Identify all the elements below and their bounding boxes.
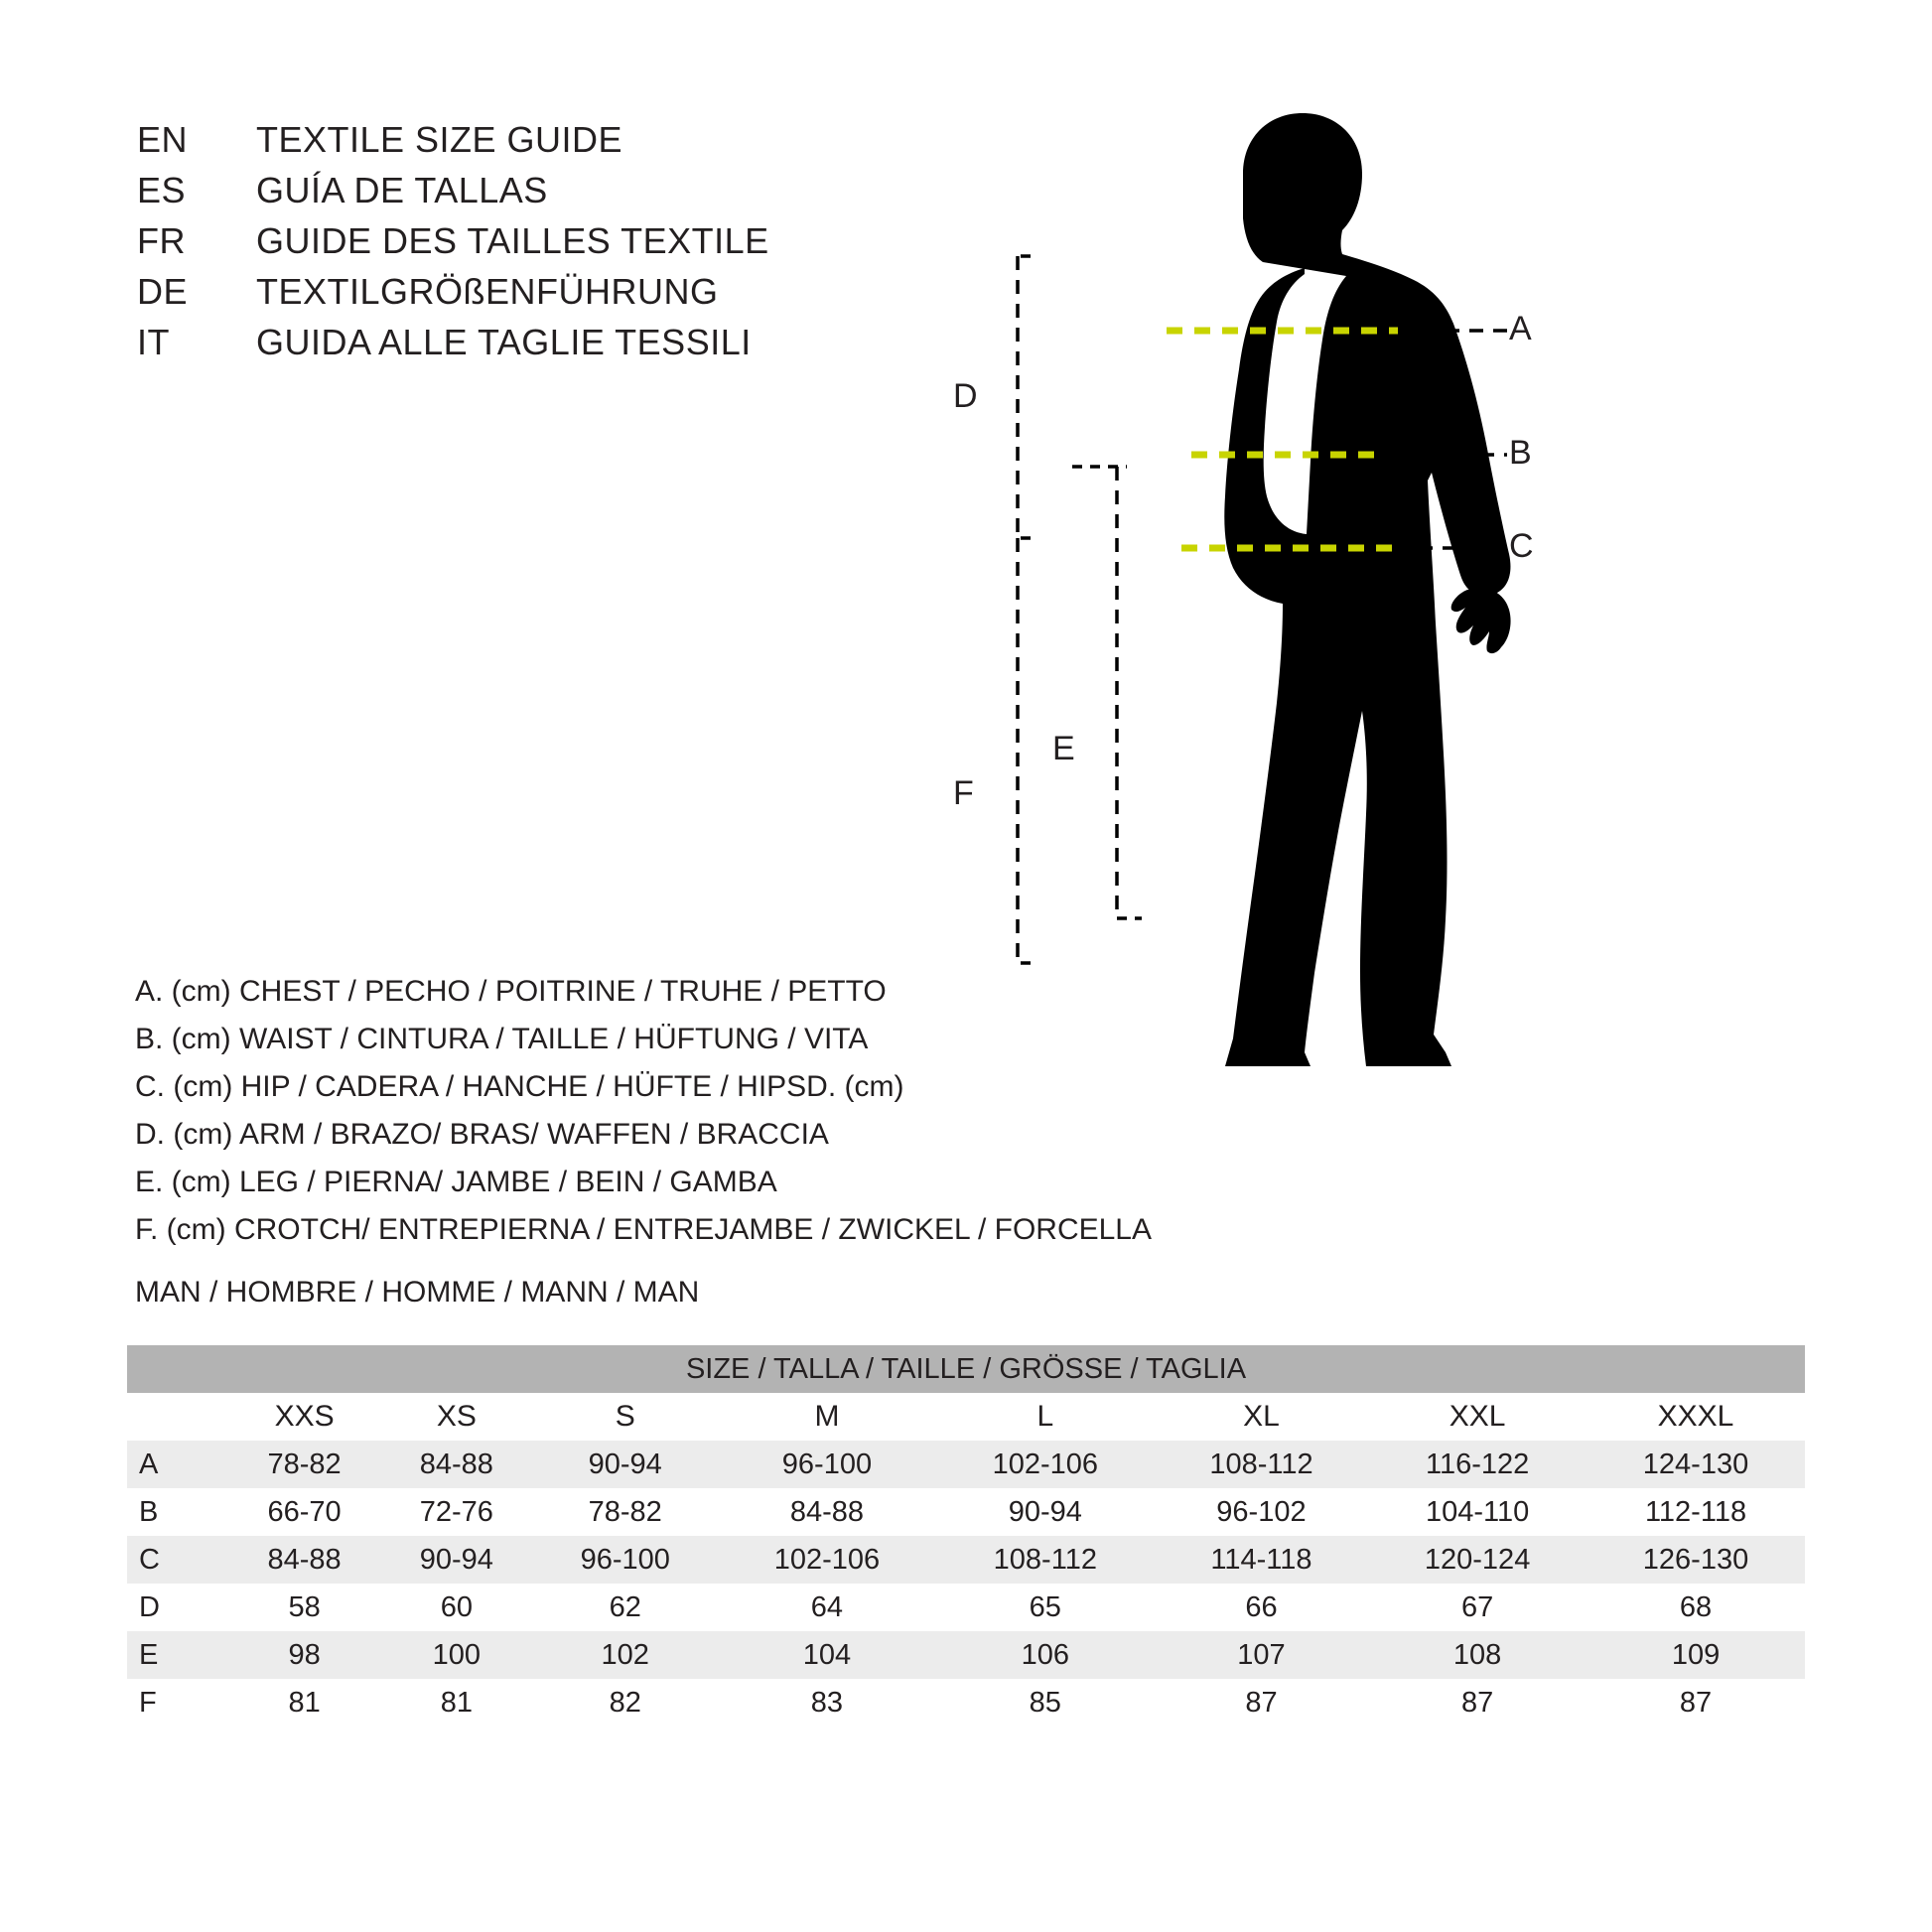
language-title: TEXTILE SIZE GUIDE [256, 119, 623, 160]
table-row [127, 1679, 1805, 1726]
callout-label-a: A [1509, 310, 1532, 347]
cell: 112-118 [1587, 1488, 1805, 1536]
cell: 84-88 [380, 1441, 532, 1488]
language-row [137, 119, 892, 170]
legend-item-a: A. (cm) CHEST / PECHO / POITRINE / TRUHE / PETTO [135, 975, 887, 1008]
dimension-label-d: D [953, 377, 978, 415]
language-code: DE [137, 271, 189, 312]
cell: 104 [718, 1631, 936, 1679]
language-code: EN [137, 119, 189, 160]
language-row [137, 322, 892, 372]
cell: 78-82 [228, 1441, 380, 1488]
cell: 102-106 [936, 1441, 1155, 1488]
cell: 114-118 [1155, 1536, 1368, 1584]
size-header-xl: XL [1155, 1393, 1368, 1441]
dimension-label-f: F [953, 774, 974, 812]
header-corner [127, 1393, 228, 1441]
cell: 102 [532, 1631, 718, 1679]
cell: 90-94 [936, 1488, 1155, 1536]
cell: 66 [1155, 1584, 1368, 1631]
size-header-xs: XS [380, 1393, 532, 1441]
cell: 84-88 [228, 1536, 380, 1584]
cell: 90-94 [380, 1536, 532, 1584]
row-label-a: A [127, 1441, 228, 1488]
legend-item-c: C. (cm) HIP / CADERA / HANCHE / HÜFTE / HIPSD. (cm) [135, 1070, 904, 1103]
row-label-c: C [127, 1536, 228, 1584]
language-title: GUIDE DES TAILLES TEXTILE [256, 220, 769, 261]
legend-item-f: F. (cm) CROTCH/ ENTREPIERNA / ENTREJAMBE / ZWICKEL / FORCELLA [135, 1213, 1152, 1246]
cell: 82 [532, 1679, 718, 1726]
callout-label-c: C [1509, 527, 1534, 565]
row-label-d: D [127, 1584, 228, 1631]
cell: 120-124 [1368, 1536, 1587, 1584]
row-label-f: F [127, 1679, 228, 1726]
language-row [137, 220, 892, 271]
man-silhouette-icon [1224, 113, 1510, 1066]
body-measurement-figure [953, 79, 1886, 1211]
legend-item-e: E. (cm) LEG / PIERNA/ JAMBE / BEIN / GAMBA [135, 1166, 777, 1198]
cell: 108-112 [1155, 1441, 1368, 1488]
cell: 107 [1155, 1631, 1368, 1679]
size-header-xxxl: XXXL [1587, 1393, 1805, 1441]
cell: 124-130 [1587, 1441, 1805, 1488]
size-header-xxl: XXL [1368, 1393, 1587, 1441]
cell: 67 [1368, 1584, 1587, 1631]
cell: 109 [1587, 1631, 1805, 1679]
row-label-e: E [127, 1631, 228, 1679]
gender-note: MAN / HOMBRE / HOMME / MANN / MAN [135, 1276, 700, 1309]
cell: 96-100 [532, 1536, 718, 1584]
cell: 68 [1587, 1584, 1805, 1631]
row-label-b: B [127, 1488, 228, 1536]
size-header-l: L [936, 1393, 1155, 1441]
cell: 83 [718, 1679, 936, 1726]
cell: 126-130 [1587, 1536, 1805, 1584]
cell: 81 [228, 1679, 380, 1726]
callout-label-b: B [1509, 434, 1532, 472]
legend-item-d: D. (cm) ARM / BRAZO/ BRAS/ WAFFEN / BRACCIA [135, 1118, 829, 1151]
cell: 106 [936, 1631, 1155, 1679]
table-row [127, 1441, 1805, 1488]
cell: 72-76 [380, 1488, 532, 1536]
language-title: GUÍA DE TALLAS [256, 170, 548, 210]
cell: 81 [380, 1679, 532, 1726]
legend-item-b: B. (cm) WAIST / CINTURA / TAILLE / HÜFTUNG / VITA [135, 1023, 869, 1055]
cell: 87 [1368, 1679, 1587, 1726]
cell: 116-122 [1368, 1441, 1587, 1488]
language-code: ES [137, 170, 187, 210]
table-row [127, 1631, 1805, 1679]
size-header-m: M [718, 1393, 936, 1441]
language-code: FR [137, 220, 186, 261]
size-table-band-label: SIZE / TALLA / TAILLE / GRÖSSE / TAGLIA [127, 1345, 1805, 1393]
size-header-xxs: XXS [228, 1393, 380, 1441]
table-row [127, 1584, 1805, 1631]
language-code: IT [137, 322, 170, 362]
cell: 96-100 [718, 1441, 936, 1488]
cell: 84-88 [718, 1488, 936, 1536]
size-header-s: S [532, 1393, 718, 1441]
cell: 90-94 [532, 1441, 718, 1488]
cell: 87 [1587, 1679, 1805, 1726]
cell: 60 [380, 1584, 532, 1631]
cell: 87 [1155, 1679, 1368, 1726]
cell: 58 [228, 1584, 380, 1631]
table-row [127, 1536, 1805, 1584]
dimension-label-e: E [1052, 730, 1075, 767]
language-row [137, 271, 892, 322]
size-table-wrapper [127, 1345, 1805, 1726]
language-row [137, 170, 892, 220]
cell: 78-82 [532, 1488, 718, 1536]
cell: 98 [228, 1631, 380, 1679]
cell: 96-102 [1155, 1488, 1368, 1536]
size-table-band [127, 1345, 1805, 1393]
cell: 100 [380, 1631, 532, 1679]
table-row [127, 1488, 1805, 1536]
cell: 102-106 [718, 1536, 936, 1584]
cell: 66-70 [228, 1488, 380, 1536]
cell: 62 [532, 1584, 718, 1631]
cell: 108 [1368, 1631, 1587, 1679]
size-table-header-row [127, 1393, 1805, 1441]
size-table [127, 1345, 1805, 1726]
language-title-block [137, 119, 892, 372]
cell: 108-112 [936, 1536, 1155, 1584]
cell: 64 [718, 1584, 936, 1631]
cell: 65 [936, 1584, 1155, 1631]
cell: 104-110 [1368, 1488, 1587, 1536]
language-title: GUIDA ALLE TAGLIE TESSILI [256, 322, 752, 362]
language-title: TEXTILGRÖßENFÜHRUNG [256, 271, 719, 312]
cell: 85 [936, 1679, 1155, 1726]
